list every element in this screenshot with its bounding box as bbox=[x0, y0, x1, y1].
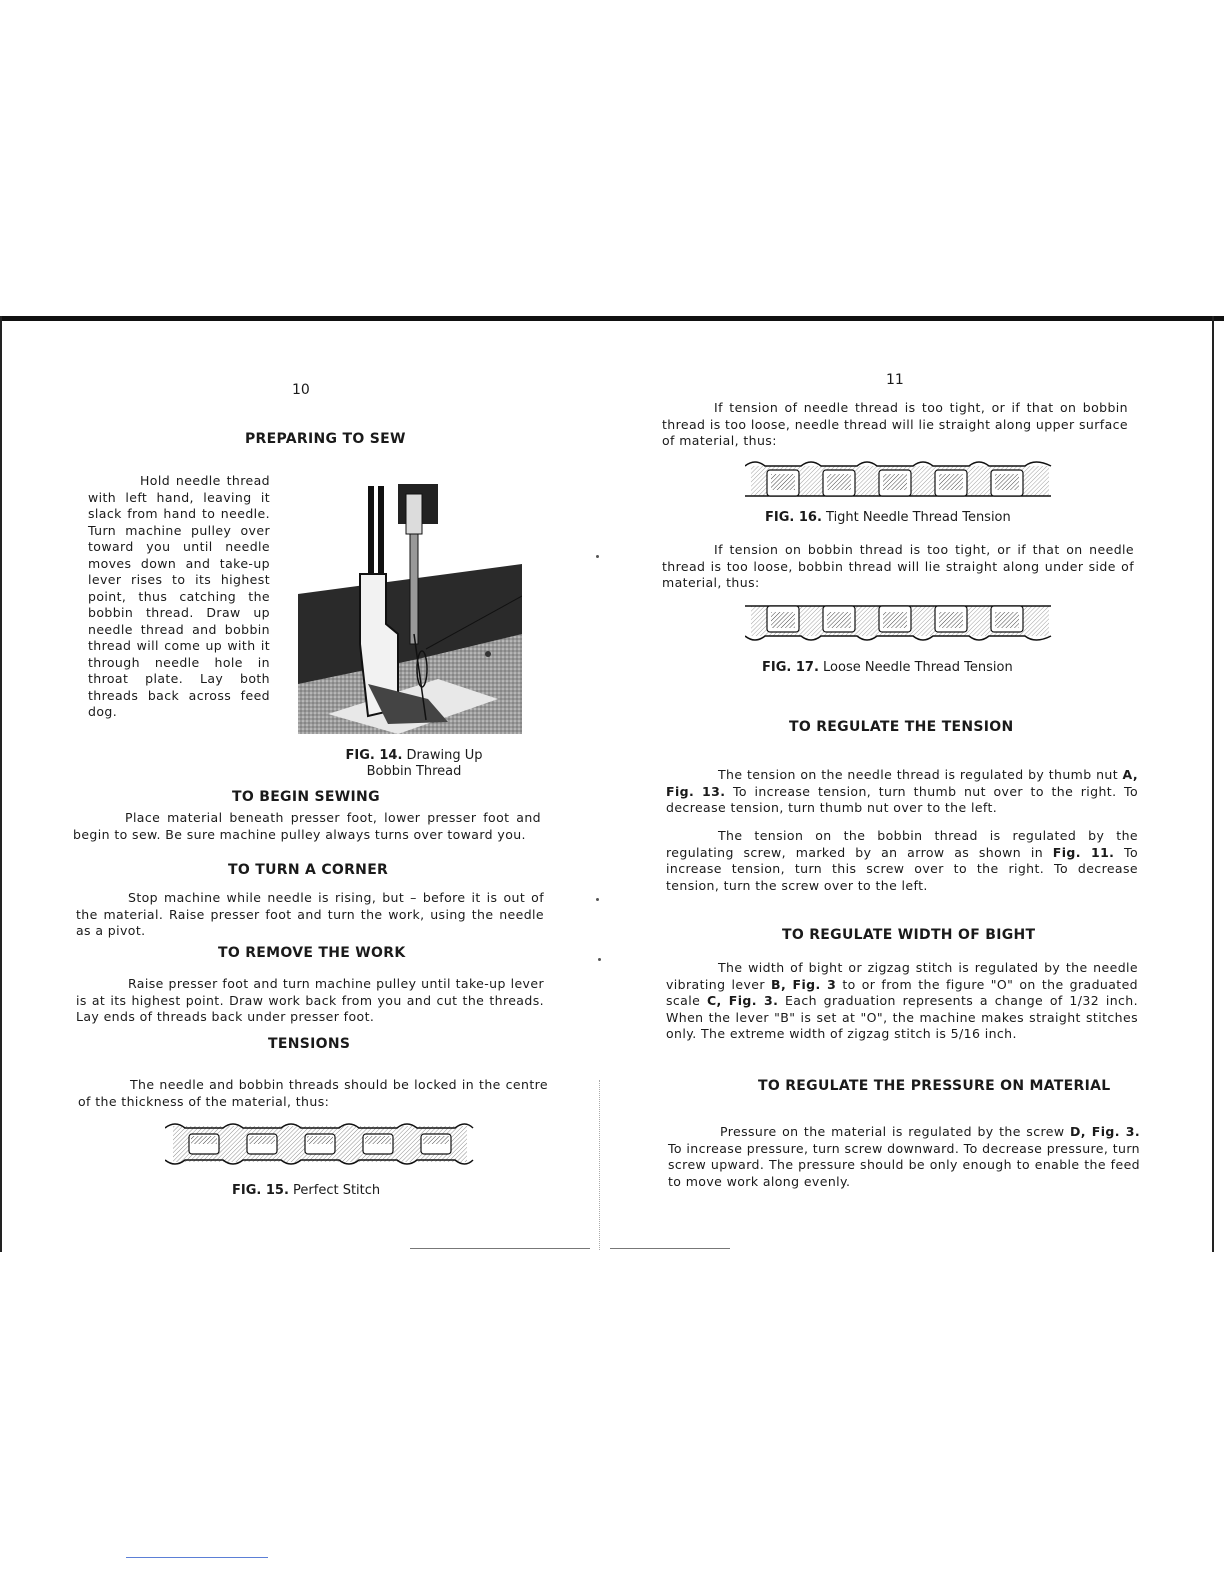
fig17-caption-text: Loose Needle Thread Tension bbox=[823, 660, 1013, 675]
regulate-tension-paragraph-2 bbox=[666, 828, 1138, 894]
left-bottom-rule bbox=[410, 1248, 590, 1249]
remove-work-paragraph: Raise presser foot and turn machine pulley until take-up lever is at its highest point. Draw work back from you and cut the threads. Lay ends of threads back under presser foot. bbox=[76, 976, 544, 1024]
heading-regulate-width: TO REGULATE WIDTH OF BIGHT bbox=[782, 927, 1036, 943]
pressure-text-a: Pressure on the material is regulated by the screw bbox=[720, 1124, 1065, 1139]
fig14-photo bbox=[298, 484, 522, 734]
fig16-label: FIG. 16. bbox=[765, 510, 822, 525]
right-page-edge bbox=[1212, 316, 1214, 1252]
fig15-caption-text: Perfect Stitch bbox=[293, 1183, 381, 1198]
regulate-pressure-paragraph bbox=[668, 1124, 1140, 1190]
ref-thumb-nut-a: A, bbox=[1122, 767, 1139, 782]
begin-sewing-paragraph: Place material beneath presser foot, lower presser foot and begin to sew. Be sure machine pulley always turns over toward you. bbox=[73, 810, 541, 842]
right-bottom-rule bbox=[610, 1248, 730, 1249]
ref-fig-13: Fig. 13. bbox=[666, 783, 726, 799]
fig14-label: FIG. 14. bbox=[345, 748, 403, 763]
reg-tension-p1-text-b: To increase tension, turn thumb nut over to the right. To decrease tension, turn thumb nut over to the left. bbox=[666, 783, 1138, 815]
heading-regulate-tension: TO REGULATE THE TENSION bbox=[789, 719, 1014, 735]
reg-tension-p1-text-a: The tension on the needle thread is regulated by thumb nut bbox=[718, 767, 1119, 782]
fig15-stitch-diagram bbox=[165, 1118, 475, 1170]
tight-tension-paragraph: If tension of needle thread is too tight, or if that on bobbin thread is too loose, needle thread will lie straight along upper surface of material, thus: bbox=[662, 400, 1128, 448]
page-number-right: 11 bbox=[886, 372, 904, 388]
heading-to-remove-the-work: TO REMOVE THE WORK bbox=[218, 945, 406, 961]
heading-to-turn-a-corner: TO TURN A CORNER bbox=[228, 862, 389, 878]
loose-tension-paragraph: If tension on bobbin thread is too tight, or if that on needle thread is too loose, bobbin thread will lie straight along under side of material, thus: bbox=[662, 542, 1134, 590]
heading-preparing-to-sew: PREPARING TO SEW bbox=[245, 431, 406, 447]
ref-screw-d-fig-3: D, Fig. 3. bbox=[1069, 1124, 1141, 1139]
turn-corner-paragraph: Stop machine while needle is rising, but – before it is out of the material. Raise presser foot and turn the work, using the needle as a pivot. bbox=[76, 890, 544, 938]
fig14-caption-line1: Drawing Up bbox=[406, 748, 483, 763]
fig17-label: FIG. 17. bbox=[762, 660, 819, 675]
page-number-left: 10 bbox=[292, 382, 310, 398]
scan-dot bbox=[598, 958, 601, 961]
bottom-link-underline bbox=[126, 1557, 268, 1558]
width-text-a: The width of bight or zigzag stitch is regulated by the needle vibrating lever bbox=[666, 960, 1138, 992]
reg-tension-p2-text-b: To increase tension, turn this screw over to the right. To decrease tension, turn the screw over to the left. bbox=[666, 844, 1139, 893]
fig17-caption bbox=[762, 660, 1013, 675]
fig17-stitch-diagram bbox=[745, 600, 1055, 644]
fig15-caption bbox=[232, 1183, 380, 1198]
reg-tension-p2-text-a: The tension on the bobbin thread is regulated by the regulating screw, marked by an arrow as shown in bbox=[666, 828, 1138, 860]
heading-tensions: TENSIONS bbox=[268, 1036, 351, 1052]
ref-fig-11: Fig. 11. bbox=[1052, 844, 1115, 860]
fig16-stitch-diagram bbox=[745, 458, 1055, 502]
scan-dot bbox=[596, 555, 599, 558]
heading-regulate-pressure: TO REGULATE THE PRESSURE ON MATERIAL bbox=[758, 1078, 1111, 1094]
tensions-paragraph: The needle and bobbin threads should be locked in the centre of the thickness of the material, thus: bbox=[78, 1077, 548, 1109]
ref-lever-b-fig-3: B, Fig. 3 bbox=[771, 976, 837, 992]
fig14-caption-line2: Bobbin Thread bbox=[366, 764, 462, 779]
fig14-caption bbox=[334, 748, 494, 780]
fig16-caption bbox=[765, 510, 1011, 525]
left-page-edge bbox=[0, 316, 2, 1252]
pressure-text-b: To increase pressure, turn screw downward. To decrease pressure, turn screw upward. The pressure should be only enough to enable the feed to move work along evenly. bbox=[668, 1140, 1140, 1189]
fig16-caption-text: Tight Needle Thread Tension bbox=[826, 510, 1011, 525]
gutter-line bbox=[599, 1080, 601, 1250]
top-border bbox=[0, 316, 1224, 321]
scan-dot bbox=[596, 898, 599, 901]
regulate-tension-paragraph-1 bbox=[666, 767, 1138, 817]
width-text-b: to or from the figure "O" on the graduated scale bbox=[666, 976, 1139, 1008]
width-text-c: Each graduation represents a change of 1/32 inch. When the lever "B" is set at "O", the machine makes straight stitches only. The extreme width of zigzag stitch is 5/16 inch. bbox=[666, 993, 1138, 1041]
regulate-width-paragraph bbox=[666, 960, 1138, 1043]
heading-to-begin-sewing: TO BEGIN SEWING bbox=[232, 789, 380, 805]
preparing-paragraph: Hold needle thread with left hand, leaving it slack from hand to needle. Turn machine pulley over toward you until needle moves down and take-up lever rises to its highest point, thus catching the bobbin thread. Draw up needle thread and bobbin thread will come up with it through needle hole in throat plate. Lay both threads back across feed dog. bbox=[88, 473, 270, 719]
fig15-label: FIG. 15. bbox=[232, 1183, 289, 1198]
ref-scale-c-fig-3: C, Fig. 3. bbox=[706, 993, 779, 1008]
